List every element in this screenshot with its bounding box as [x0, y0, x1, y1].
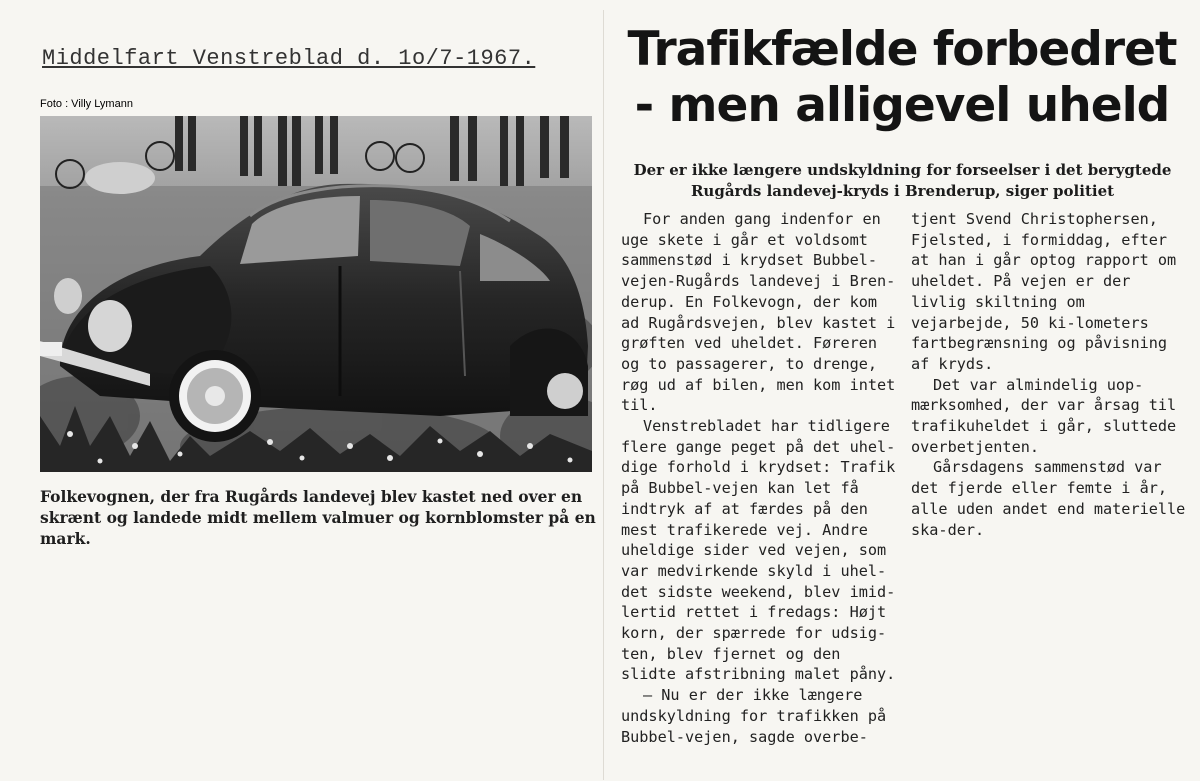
- page-divider: [603, 10, 604, 780]
- article-headline: [612, 22, 1192, 134]
- article-column-2: [911, 209, 1186, 540]
- article-subheadline: Der er ikke længere undskyldning for forseelser i det berygtede Rugårds landevej-kryds i Brenderup, siger politiet: [633, 161, 1172, 200]
- paragraph: For anden gang indenfor en uge skete i går et voldsomt sammenstød i krydset Bubbel-vejen-Rugårds landevej i Bren-derup. En Folkevogn, der kom ad Rugårdsvejen, blev kastet i grøften ved uheldet. Føreren og to passagerer, to drenge, røg ud af bilen, men kom intet til.: [621, 210, 896, 415]
- photo-credit: Foto : Villy Lymann: [40, 98, 133, 110]
- newspaper-source-line: Middelfart Venstreblad d. 1o/7-1967.: [42, 46, 536, 71]
- headline-line-2: - men alligevel uheld: [634, 78, 1170, 133]
- article-column-1: [621, 209, 896, 747]
- paragraph: Gårsdagens sammenstød var det fjerde eller femte i år, alle uden andet end materielle ska-der.: [911, 458, 1186, 539]
- paragraph: Venstrebladet har tidligere flere gange peget på det uhel-dige forhold i krydset: Trafik på Bubbel-vejen kan let få indtryk af at færdes på den mest trafikerede vej. Andre uheldige sider ved vejen, som var medvirkende skyld i uhel-det sidste weekend, blev imid-lertid rettet i fredags: Højt korn, der spærrede for udsig-ten, blev fjernet og den slidte afstribning malet påny.: [621, 417, 896, 684]
- photo-caption: Folkevognen, der fra Rugårds landevej blev kastet ned over en skrænt og landede midt mellem valmuer og kornblomster på en mark.: [40, 487, 596, 548]
- accident-photo: [40, 116, 592, 472]
- paragraph: Det var almindelig uop-mærksomhed, der var årsag til trafikuheldet i går, sluttede overbetjenten.: [911, 375, 1177, 456]
- paragraph: tjent Svend Christophersen, Fjelsted, i formiddag, efter at han i går optog rapport om uheldet. På vejen er der livlig skiltning om vejarbejde, 50 ki-lometers fartbegrænsning og påvisning af kryds.: [911, 210, 1177, 373]
- headline-line-1: Trafikfælde forbedret: [627, 22, 1177, 77]
- crashed-volkswagen-image: [40, 116, 592, 472]
- paragraph: — Nu er der ikke længere undskyldning for trafikken på Bubbel-vejen, sagde overbe-: [621, 686, 887, 746]
